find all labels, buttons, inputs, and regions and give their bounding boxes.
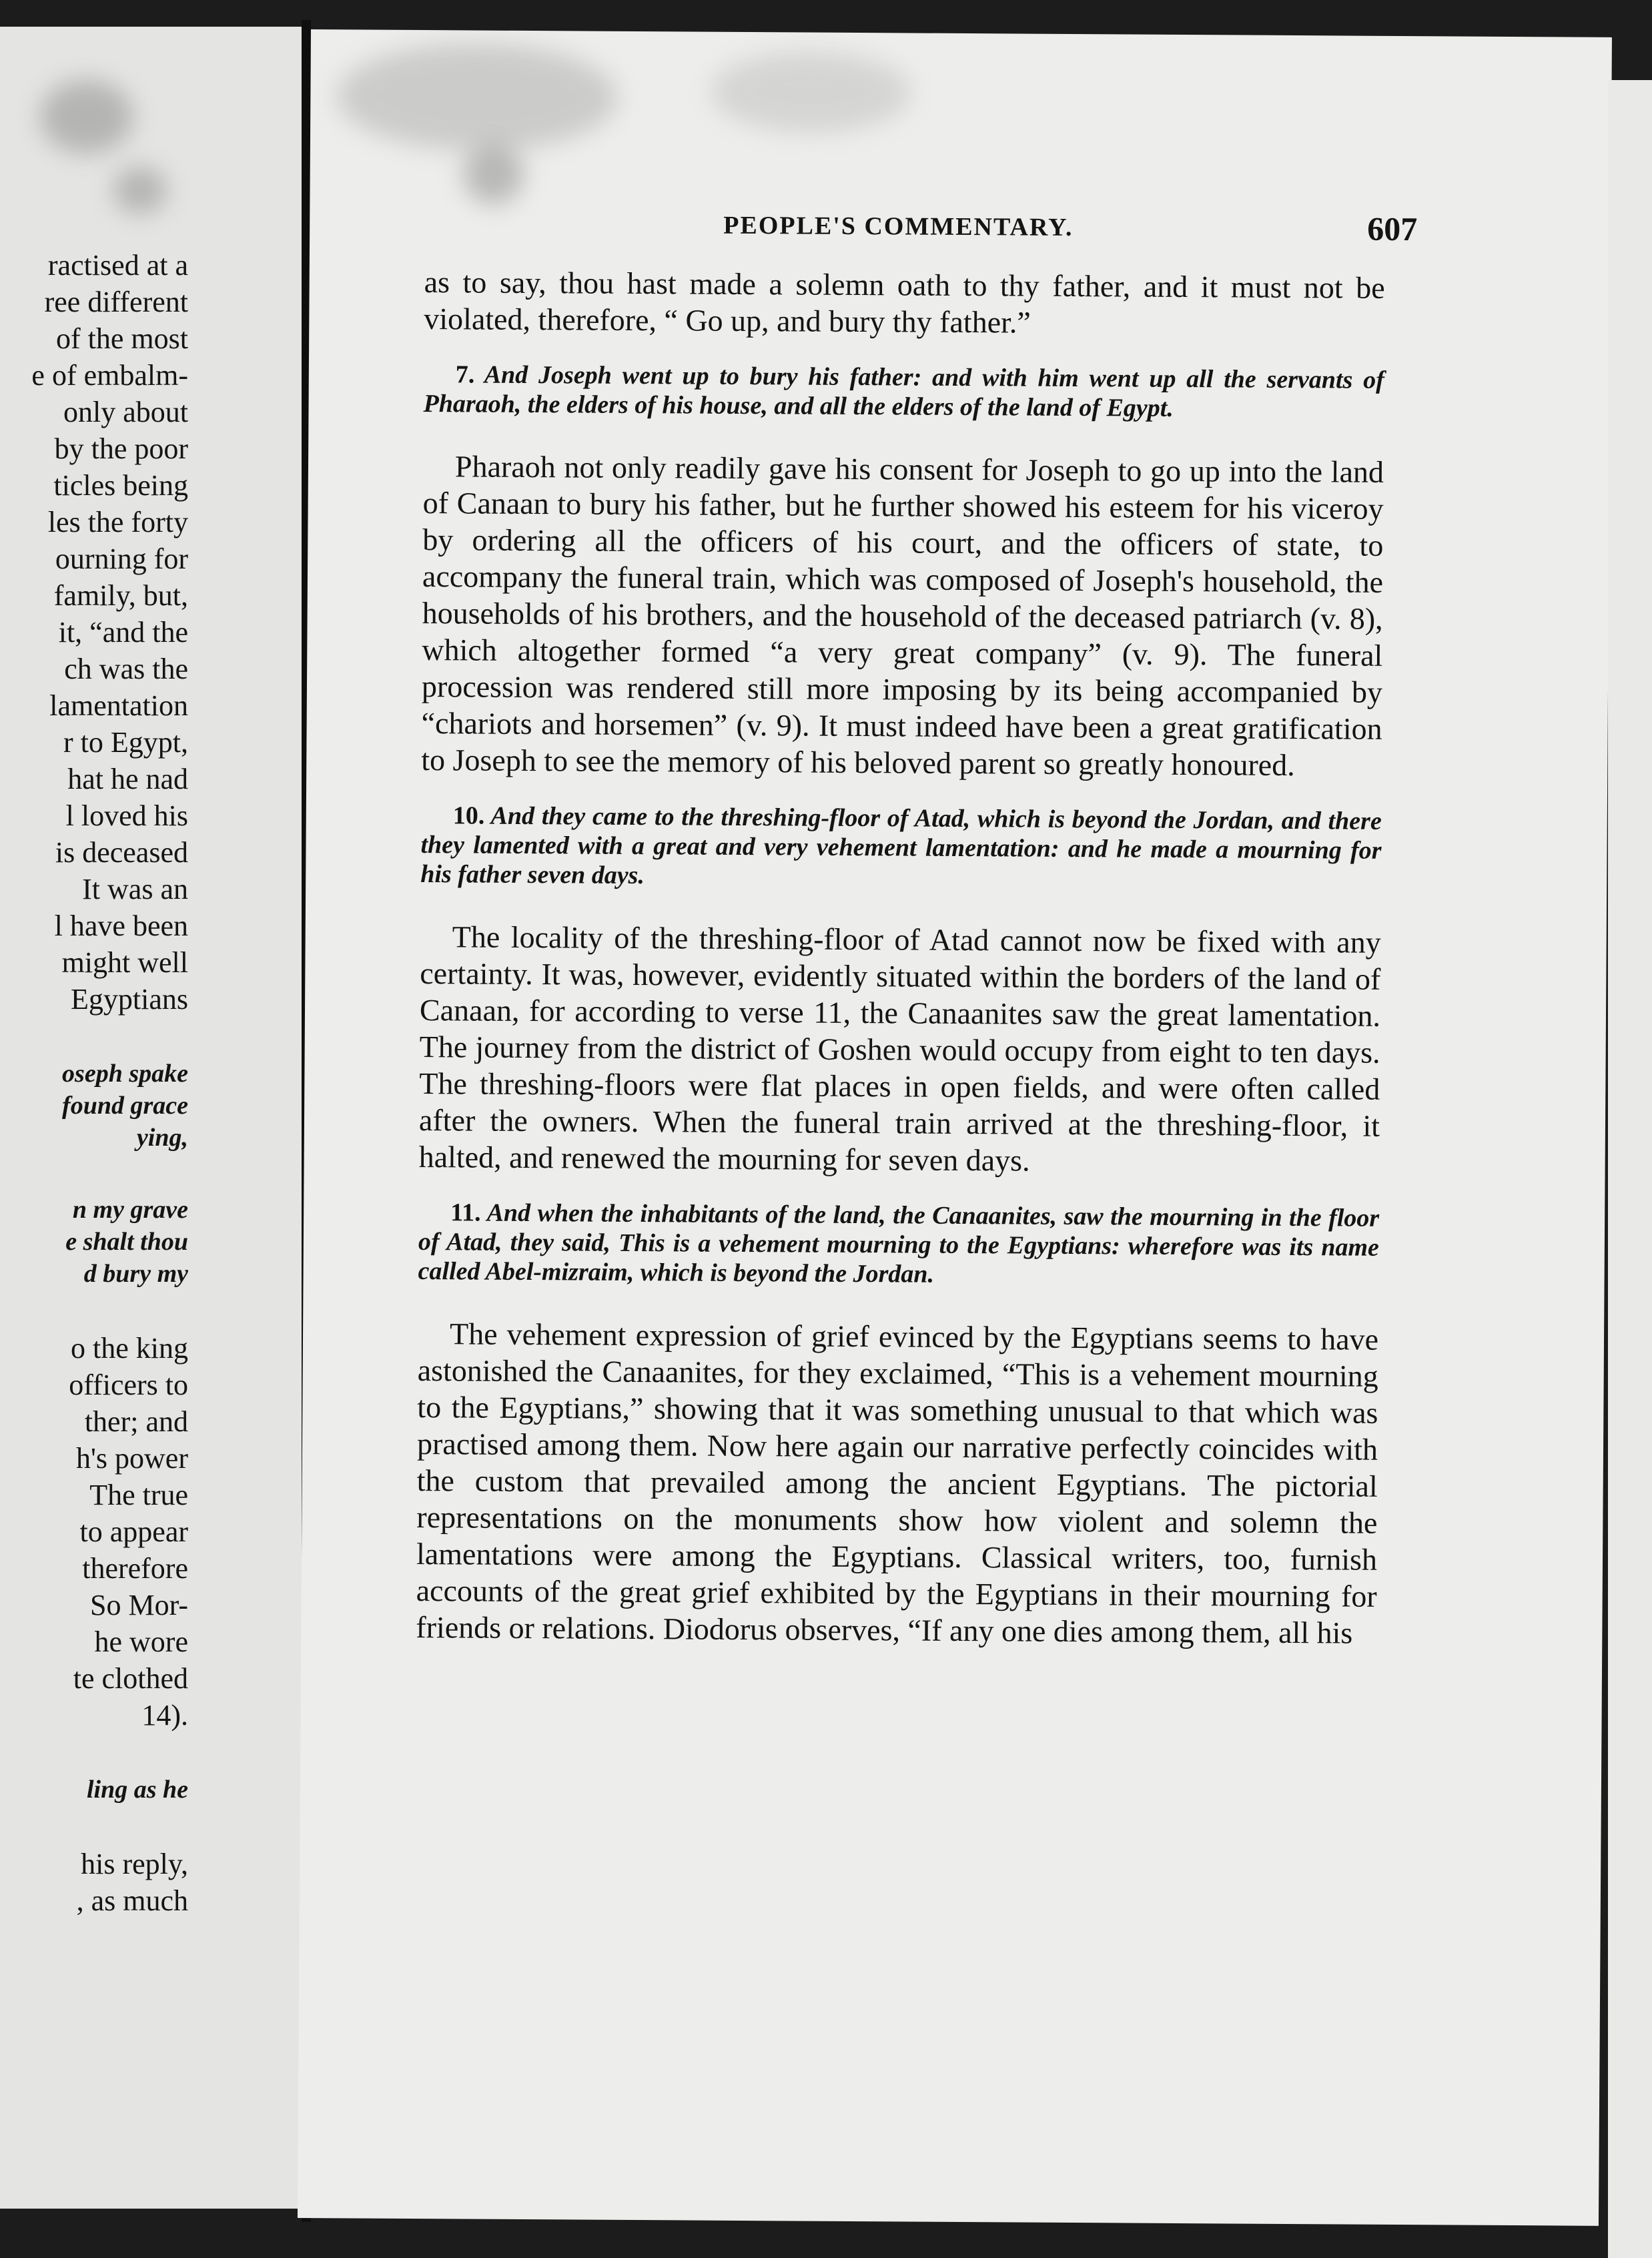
smudge [337,43,618,151]
left-page-line: might well [61,946,188,979]
smudge [711,52,911,133]
left-page-line: e shalt thou [65,1228,188,1256]
left-page-line: is deceased [55,836,188,869]
verse-text: And Joseph went up to bury his father: and with him went up all the servants of Pharaoh, the elders of his house, and all the elders of the land of Egypt. [423,360,1384,422]
left-page [0,27,302,2209]
left-page-line: officers to [69,1369,188,1401]
running-head: PEOPLE'S COMMENTARY. [723,211,1074,242]
left-page-text [0,247,188,1919]
left-page-line: ourning for [55,542,188,575]
left-page-line: found grace [62,1092,188,1120]
commentary-paragraph: Pharaoh not only readily gave his consent for Joseph to go up into the land of Canaan to bury his father, but he further showed his esteem for his viceroy by ordering all the officers of his court, and the officers of state, to accompany the funeral train, which was composed of Joseph's household, the households of his brothers, and the household of the deceased patriarch (v. 8), which altogether formed “a very great company” (v. 9). The funeral procession was rendered still more imposing by its being accompanied by “chariots and horsemen” (v. 9). It must indeed have been a great gratification to Joseph to see the memory of his beloved parent so greatly honoured. [421,449,1384,783]
scripture-verse [423,360,1384,424]
left-page-line: l have been [54,909,188,942]
verse-text: And when the inhabitants of the land, the Canaanites, saw the mourning in the floor of Atad, they said, This is a vehement mourning to the Egyptians: wherefore was its name called Abel-mizraim, which is beyond the Jordan. [418,1198,1380,1288]
left-page-line: he wore [94,1625,188,1658]
verse-text: And they came to the threshing-floor of Atad, which is beyond the Jordan, and there they lamented with a great and very vehement lamentation: and he made a mourning for his father seven days. [420,801,1382,890]
left-page-line: only about [63,396,188,428]
left-page-line: his reply, [81,1848,188,1880]
smudge [113,167,167,214]
scripture-verse [420,801,1382,895]
verse-number: 7. [455,360,475,389]
left-page-line: of the most [56,322,188,355]
left-page-line: ch was the [64,653,188,685]
left-page-line: ying, [136,1124,188,1152]
left-page-line: e of embalm- [31,359,188,392]
left-page-line: it, “and the [58,616,188,649]
commentary-paragraph: The locality of the threshing-floor of Atad cannot now be fixed with any certainty. It was, however, evidently situated within the borders of the land of Canaan, for according to verse 11, the Canaanites saw the great lamentation. The journey from the district of Goshen would occupy from eight to ten days. The threshing-floors were flat places in open fields, and were often called after the owners. When the funeral train arrived at the threshing-floor, it halted, and renewed the mourning for seven days. [418,919,1381,1178]
left-page-line: l loved his [65,799,188,832]
left-page-line: d bury my [83,1260,188,1288]
left-page-line: r to Egypt, [63,726,188,759]
line-gap [0,1734,188,1774]
left-page-line: , as much [76,1884,188,1917]
left-page-line: 14). [141,1699,188,1732]
smudge [463,143,524,204]
left-page-line: hat he nad [67,763,188,795]
left-page-line: ticles being [53,469,188,502]
verse-number: 10. [452,801,485,830]
left-page-line: So Mor- [89,1589,188,1621]
commentary-paragraph: as to say, thou hast made a solemn oath to thy father, and it must not be violated, therefore, “ Go up, and bury thy father.” [424,265,1385,340]
left-page-line: h's power [75,1442,188,1475]
left-page-line: therefore [82,1552,188,1585]
left-page-line: ther; and [84,1405,188,1438]
verse-number: 11. [450,1198,481,1227]
left-page-line: ractised at a [47,249,188,282]
left-page-line: ling as he [86,1776,188,1804]
page-edge [1608,80,1652,2258]
left-page-line: les the forty [47,506,188,538]
left-page-line: ree different [44,286,188,318]
smudge [40,80,133,153]
left-page-line: n my grave [72,1196,188,1224]
line-gap [0,1018,188,1058]
left-page-line: Egyptians [71,983,188,1016]
left-page-line: family, but, [53,579,188,612]
left-page-line: oseph spake [62,1060,188,1088]
left-page-line: te clothed [73,1662,188,1695]
line-gap [0,1806,188,1846]
line-gap [0,1154,188,1194]
left-page-line: to appear [79,1515,188,1548]
commentary-paragraph: The vehement expression of grief evinced by the Egyptians seems to have astonished the Canaanites, for they exclaimed, “This is a vehement mourning to the Egyptians,” showing that it was something unusual to that which was practised among them. Now here again our narrative perfectly coincides with the custom that prevailed among the ancient Egyptians. The pictorial representations on the monuments show how violent and solemn the lamentations were among the Egyptians. Classical writers, too, furnish accounts of the great grief exhibited by the Egyptians in their mourning for friends or relations. Diodorus observes, “If any one dies among them, all his [416,1316,1379,1650]
left-page-line: o the king [71,1332,188,1365]
scripture-verse [418,1198,1380,1292]
right-page [298,29,1612,2226]
commentary-body [416,264,1385,1651]
left-page-line: lamentation [49,689,188,722]
page-header [310,208,1418,262]
line-gap [0,1290,188,1330]
left-page-line: It was an [82,873,188,905]
left-page-line: by the poor [54,432,188,465]
left-page-line: The true [89,1479,188,1511]
page-number: 607 [1367,210,1418,248]
